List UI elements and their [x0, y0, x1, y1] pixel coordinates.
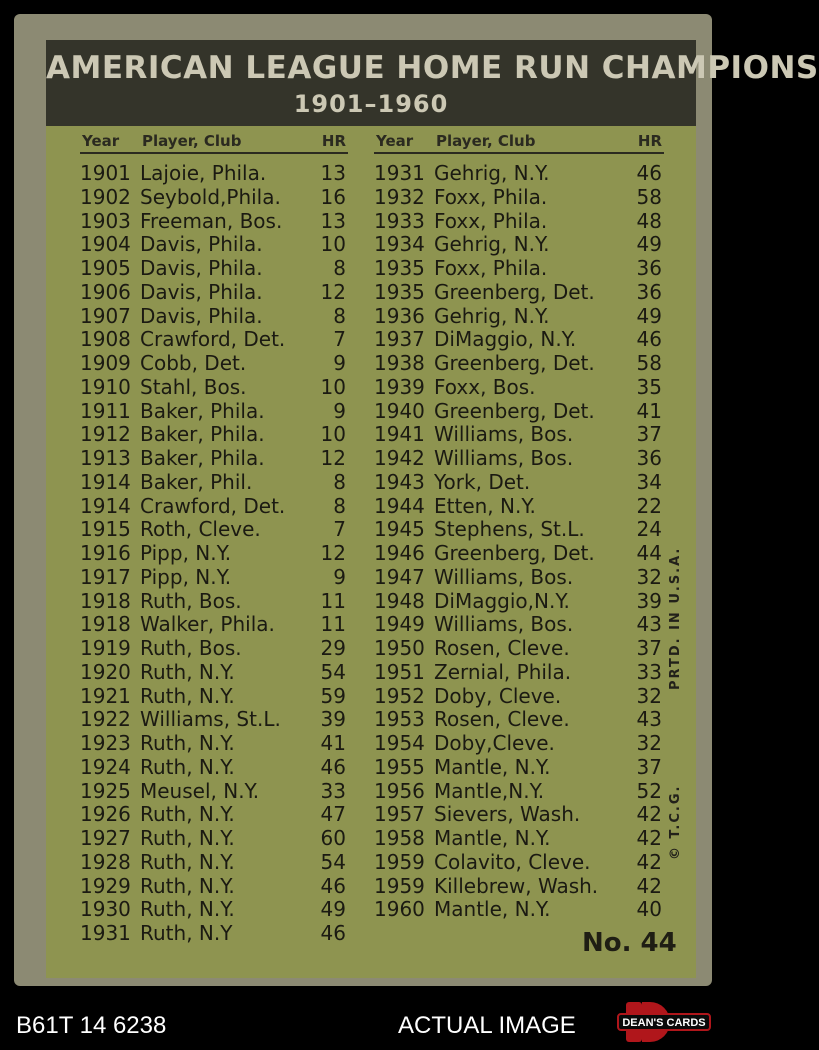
logo-graphic [616, 1002, 712, 1042]
champion-row [374, 590, 664, 614]
champion-row [374, 400, 664, 424]
printed-in-usa [660, 490, 690, 690]
copyright-mark [660, 770, 690, 860]
champion-row [80, 186, 348, 210]
printed-text: PRTD. IN U.S.A. [668, 546, 683, 690]
hr-cell: 43 [636, 707, 662, 732]
card-title: AMERICAN LEAGUE HOME RUN CHAMPIONS [46, 50, 819, 86]
year-cell: 1957 [374, 802, 425, 827]
player-cell: Mantle, N.Y. [434, 826, 551, 850]
champion-row [80, 827, 348, 851]
player-cell: Greenberg, Det. [434, 398, 595, 423]
hr-cell: 46 [320, 921, 346, 945]
hr-cell: 42 [636, 849, 662, 874]
champion-row [80, 875, 348, 899]
champion-row [374, 898, 664, 922]
champion-row [374, 328, 664, 352]
champion-row [80, 352, 348, 376]
hr-cell: 7 [333, 327, 346, 352]
year-cell: 1916 [80, 541, 131, 565]
year-cell: 1938 [374, 351, 425, 375]
year-cell: 1902 [80, 184, 131, 209]
year-cell: 1914 [80, 469, 131, 494]
champion-row [374, 376, 664, 400]
hr-cell: 44 [636, 541, 662, 565]
player-cell: Gehrig, N.Y. [434, 161, 550, 185]
year-cell: 1919 [80, 636, 131, 660]
hr-cell: 47 [320, 802, 346, 827]
champion-row [80, 637, 348, 661]
year-cell: 1921 [80, 683, 131, 708]
champion-row [80, 376, 348, 400]
hr-cell: 9 [333, 398, 346, 423]
year-cell: 1936 [374, 303, 425, 328]
hr-cell: 40 [636, 897, 662, 922]
hr-cell: 43 [636, 612, 662, 637]
year-cell: 1918 [80, 588, 131, 613]
champion-row [80, 542, 348, 566]
deans-cards-logo [616, 1002, 712, 1042]
player-cell: Ruth, N.Y. [140, 683, 235, 708]
player-cell: Seybold,Phila. [140, 184, 281, 209]
year-cell: 1935 [374, 256, 425, 280]
player-cell: Ruth, N.Y. [140, 873, 235, 898]
hr-cell: 22 [636, 493, 662, 518]
year-cell: 1907 [80, 303, 131, 328]
player-cell: Foxx, Phila. [434, 208, 548, 233]
hr-cell: 10 [320, 422, 346, 447]
hr-header: HR [637, 132, 662, 150]
year-cell: 1912 [80, 422, 131, 447]
hr-cell: 11 [320, 612, 346, 637]
player-cell: Greenberg, Det. [434, 351, 595, 375]
champion-row [374, 305, 664, 329]
player-cell: Walker, Phila. [140, 612, 275, 637]
champion-row [80, 566, 348, 590]
player-cell: Sievers, Wash. [434, 802, 581, 827]
champion-row [80, 803, 348, 827]
year-cell: 1960 [374, 897, 425, 922]
hr-cell: 39 [636, 588, 662, 613]
year-cell: 1937 [374, 327, 425, 352]
player-cell: Williams, St.L. [140, 707, 281, 732]
year-cell: 1927 [80, 826, 131, 850]
player-cell: Zernial, Phila. [434, 659, 572, 684]
hr-cell: 39 [320, 707, 346, 732]
year-cell: 1945 [374, 517, 425, 542]
champion-row [374, 566, 664, 590]
year-cell: 1934 [374, 232, 425, 257]
player-cell: Crawford, Det. [140, 493, 286, 518]
year-cell: 1914 [80, 493, 131, 518]
hr-cell: 32 [636, 564, 662, 589]
player-cell: Colavito, Cleve. [434, 849, 591, 874]
player-cell: Ruth, Bos. [140, 588, 242, 613]
player-cell: Rosen, Cleve. [434, 636, 570, 660]
year-cell: 1923 [80, 731, 131, 755]
hr-cell: 35 [636, 374, 662, 399]
hr-cell: 32 [636, 731, 662, 755]
copyright-text: © T.C.G. [668, 784, 683, 860]
card-header [46, 40, 819, 126]
champion-row [374, 637, 664, 661]
hr-cell: 42 [636, 873, 662, 898]
hr-cell: 10 [320, 232, 346, 257]
champion-row [80, 898, 348, 922]
year-cell: 1958 [374, 826, 425, 850]
year-cell: 1905 [80, 256, 131, 280]
left-rows [80, 162, 348, 946]
year-header: Year [82, 132, 120, 150]
year-cell: 1925 [80, 778, 131, 803]
year-cell: 1948 [374, 588, 425, 613]
player-cell: Mantle,N.Y. [434, 778, 545, 803]
hr-cell: 36 [636, 279, 662, 304]
year-cell: 1952 [374, 683, 425, 708]
player-cell: Mantle, N.Y. [434, 897, 551, 922]
champion-row [80, 756, 348, 780]
player-cell: Ruth, N.Y. [140, 731, 235, 755]
year-cell: 1946 [374, 541, 425, 565]
year-cell: 1910 [80, 374, 131, 399]
player-cell: Crawford, Det. [140, 327, 286, 352]
cert-number: B61T 14 6238 [16, 1012, 167, 1039]
player-cell: Doby,Cleve. [434, 731, 555, 755]
year-cell: 1901 [80, 161, 131, 185]
year-cell: 1949 [374, 612, 425, 637]
hr-cell: 12 [320, 446, 346, 470]
actual-image-label: ACTUAL IMAGE [398, 1012, 576, 1039]
player-cell: Williams, Bos. [434, 612, 574, 637]
champion-row [80, 518, 348, 542]
year-cell: 1939 [374, 374, 425, 399]
year-cell: 1906 [80, 279, 131, 304]
player-cell: Williams, Bos. [434, 446, 574, 470]
champion-row [374, 447, 664, 471]
champion-row [374, 685, 664, 709]
year-cell: 1920 [80, 659, 131, 684]
year-cell: 1933 [374, 208, 425, 233]
champion-row [374, 257, 664, 281]
champion-row [374, 495, 664, 519]
year-cell: 1947 [374, 564, 425, 589]
player-cell: Killebrew, Wash. [434, 873, 599, 898]
hr-cell: 36 [636, 256, 662, 280]
hr-cell: 34 [636, 469, 662, 494]
player-cell: Pipp, N.Y. [140, 564, 232, 589]
champion-row [80, 590, 348, 614]
champion-row [80, 685, 348, 709]
hr-cell: 11 [320, 588, 346, 613]
hr-cell: 46 [636, 161, 662, 185]
right-column [374, 130, 664, 922]
champion-row [374, 471, 664, 495]
hr-cell: 33 [320, 778, 346, 803]
player-cell: Baker, Phila. [140, 398, 265, 423]
player-cell: Stephens, St.L. [434, 517, 585, 542]
champion-row [80, 780, 348, 804]
champion-row [80, 162, 348, 186]
champion-row [374, 162, 664, 186]
champion-row [374, 281, 664, 305]
hr-cell: 13 [320, 208, 346, 233]
hr-cell: 41 [636, 398, 662, 423]
champion-row [374, 708, 664, 732]
year-cell: 1932 [374, 184, 425, 209]
player-cell: Doby, Cleve. [434, 683, 562, 708]
player-cell: Ruth, N.Y. [140, 897, 235, 922]
year-cell: 1959 [374, 873, 425, 898]
champion-row [374, 518, 664, 542]
player-cell: Gehrig, N.Y. [434, 303, 550, 328]
player-cell: Greenberg, Det. [434, 541, 595, 565]
hr-cell: 37 [636, 636, 662, 660]
year-cell: 1909 [80, 351, 131, 375]
champion-row [374, 851, 664, 875]
player-cell: Foxx, Bos. [434, 374, 536, 399]
champion-row [374, 803, 664, 827]
player-cell: Williams, Bos. [434, 422, 574, 447]
year-cell: 1908 [80, 327, 131, 352]
champion-row [80, 613, 348, 637]
hr-cell: 24 [636, 517, 662, 542]
champion-row [80, 661, 348, 685]
player-cell: Williams, Bos. [434, 564, 574, 589]
hr-cell: 48 [636, 208, 662, 233]
year-cell: 1954 [374, 731, 425, 755]
champion-row [374, 780, 664, 804]
year-cell: 1911 [80, 398, 131, 423]
champion-row [374, 613, 664, 637]
player-cell: Baker, Phil. [140, 469, 253, 494]
year-cell: 1926 [80, 802, 131, 827]
card-number: No. 44 [582, 928, 677, 958]
right-rows [374, 162, 664, 922]
champion-row [80, 400, 348, 424]
player-cell: Davis, Phila. [140, 256, 263, 280]
hr-cell: 41 [320, 731, 346, 755]
player-cell: Pipp, N.Y. [140, 541, 232, 565]
hr-cell: 59 [320, 683, 346, 708]
year-cell: 1950 [374, 636, 425, 660]
player-header: Player, Club [436, 132, 536, 150]
hr-cell: 12 [320, 279, 346, 304]
hr-cell: 58 [636, 184, 662, 209]
champion-row [80, 471, 348, 495]
year-cell: 1924 [80, 754, 131, 779]
hr-cell: 60 [320, 826, 346, 850]
champion-row [80, 732, 348, 756]
player-cell: Etten, N.Y. [434, 493, 536, 518]
player-cell: Davis, Phila. [140, 232, 263, 257]
champion-row [80, 922, 348, 946]
hr-cell: 8 [333, 493, 346, 518]
right-column-header [374, 130, 664, 154]
champion-row [374, 352, 664, 376]
player-cell: Baker, Phila. [140, 446, 265, 470]
champion-row [80, 495, 348, 519]
champion-row [80, 305, 348, 329]
hr-cell: 46 [320, 873, 346, 898]
player-cell: DiMaggio, N.Y. [434, 327, 577, 352]
champion-row [80, 708, 348, 732]
year-cell: 1915 [80, 517, 131, 542]
hr-cell: 13 [320, 161, 346, 185]
player-header: Player, Club [142, 132, 242, 150]
player-cell: Gehrig, N.Y. [434, 232, 550, 257]
player-cell: Mantle, N.Y. [434, 754, 551, 779]
player-cell: Davis, Phila. [140, 279, 263, 304]
champion-row [374, 756, 664, 780]
hr-cell: 8 [333, 256, 346, 280]
logo-text: DEAN'S CARDS [622, 1017, 706, 1029]
player-cell: Ruth, N.Y. [140, 659, 235, 684]
hr-cell: 36 [636, 446, 662, 470]
hr-cell: 9 [333, 351, 346, 375]
champion-row [374, 875, 664, 899]
player-cell: Lajoie, Phila. [140, 161, 267, 185]
champion-row [80, 851, 348, 875]
player-cell: Foxx, Phila. [434, 256, 548, 280]
champion-row [374, 233, 664, 257]
hr-cell: 49 [636, 232, 662, 257]
champion-row [374, 542, 664, 566]
year-cell: 1941 [374, 422, 425, 447]
champion-row [374, 423, 664, 447]
player-cell: Davis, Phila. [140, 303, 263, 328]
champion-row [374, 827, 664, 851]
champion-row [80, 423, 348, 447]
player-cell: York, Det. [434, 469, 531, 494]
player-cell: Roth, Cleve. [140, 517, 261, 542]
year-cell: 1904 [80, 232, 131, 257]
hr-cell: 54 [320, 659, 346, 684]
champion-row [80, 281, 348, 305]
player-cell: Foxx, Phila. [434, 184, 548, 209]
year-cell: 1930 [80, 897, 131, 922]
hr-header: HR [321, 132, 346, 150]
year-cell: 1944 [374, 493, 425, 518]
champion-row [374, 661, 664, 685]
player-cell: Ruth, N.Y. [140, 849, 235, 874]
year-header: Year [376, 132, 414, 150]
champion-row [80, 210, 348, 234]
hr-cell: 8 [333, 303, 346, 328]
player-cell: Ruth, N.Y. [140, 826, 235, 850]
hr-cell: 8 [333, 469, 346, 494]
year-cell: 1918 [80, 612, 131, 637]
champion-row [374, 732, 664, 756]
hr-cell: 46 [636, 327, 662, 352]
left-column [80, 130, 348, 946]
player-cell: Greenberg, Det. [434, 279, 595, 304]
hr-cell: 37 [636, 754, 662, 779]
champion-row [80, 233, 348, 257]
left-column-header [80, 130, 348, 154]
player-cell: Ruth, N.Y. [140, 754, 235, 779]
year-cell: 1929 [80, 873, 131, 898]
player-cell: Freeman, Bos. [140, 208, 283, 233]
year-cell: 1940 [374, 398, 425, 423]
hr-cell: 37 [636, 422, 662, 447]
year-cell: 1922 [80, 707, 131, 732]
hr-cell: 58 [636, 351, 662, 375]
year-cell: 1928 [80, 849, 131, 874]
hr-cell: 42 [636, 826, 662, 850]
year-cell: 1931 [374, 161, 425, 185]
champion-row [80, 328, 348, 352]
year-cell: 1931 [80, 921, 131, 945]
champion-row [80, 257, 348, 281]
player-cell: Ruth, Bos. [140, 636, 242, 660]
player-cell: Cobb, Det. [140, 351, 247, 375]
year-cell: 1956 [374, 778, 425, 803]
hr-cell: 33 [636, 659, 662, 684]
year-cell: 1955 [374, 754, 425, 779]
hr-cell: 10 [320, 374, 346, 399]
year-cell: 1943 [374, 469, 425, 494]
player-cell: Baker, Phila. [140, 422, 265, 447]
year-cell: 1951 [374, 659, 425, 684]
hr-cell: 49 [636, 303, 662, 328]
player-cell: Ruth, N.Y. [140, 802, 235, 827]
player-cell: Rosen, Cleve. [434, 707, 570, 732]
player-cell: Stahl, Bos. [140, 374, 247, 399]
hr-cell: 49 [320, 897, 346, 922]
player-cell: DiMaggio,N.Y. [434, 588, 570, 613]
player-cell: Meusel, N.Y. [140, 778, 260, 803]
hr-cell: 16 [320, 184, 346, 209]
champion-row [374, 210, 664, 234]
year-cell: 1942 [374, 446, 425, 470]
year-cell: 1935 [374, 279, 425, 304]
hr-cell: 46 [320, 754, 346, 779]
champion-row [80, 447, 348, 471]
year-cell: 1913 [80, 446, 131, 470]
hr-cell: 54 [320, 849, 346, 874]
year-cell: 1953 [374, 707, 425, 732]
hr-cell: 9 [333, 564, 346, 589]
hr-cell: 52 [636, 778, 662, 803]
hr-cell: 12 [320, 541, 346, 565]
hr-cell: 29 [320, 636, 346, 660]
hr-cell: 32 [636, 683, 662, 708]
champion-row [374, 186, 664, 210]
year-cell: 1959 [374, 849, 425, 874]
year-cell: 1917 [80, 564, 131, 589]
player-cell: Ruth, N.Y [140, 921, 233, 945]
year-cell: 1903 [80, 208, 131, 233]
hr-cell: 42 [636, 802, 662, 827]
card-subtitle: 1901–1960 [293, 90, 449, 118]
hr-cell: 7 [333, 517, 346, 542]
